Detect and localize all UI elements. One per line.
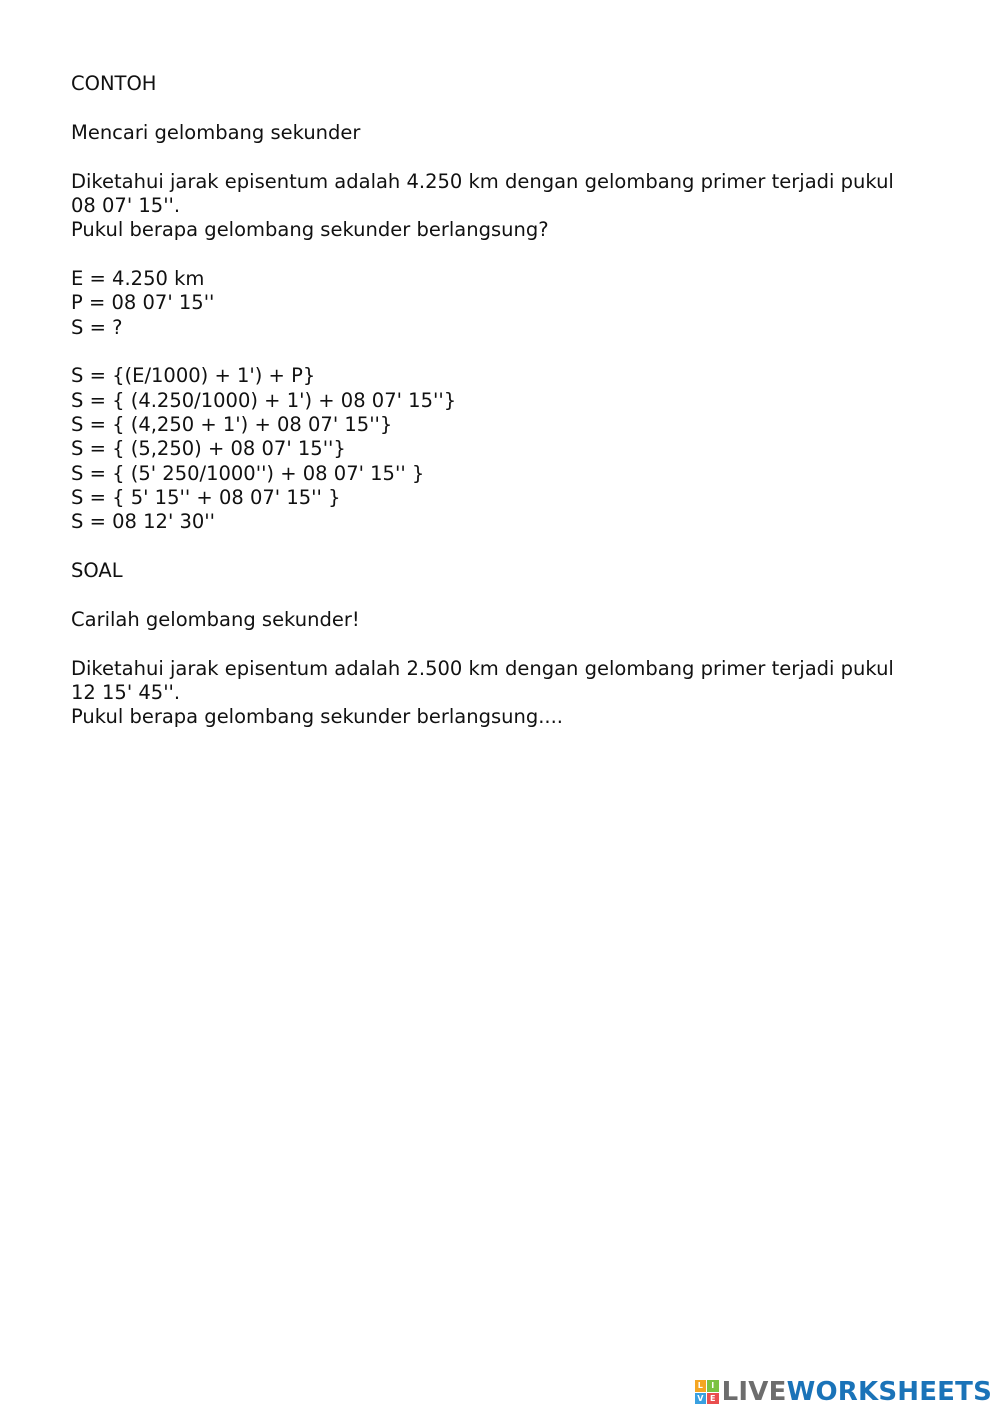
problem-question-line: Diketahui jarak episentum adalah 2.500 km dengan gelombang primer terjadi pukul [71,656,894,680]
spacer [71,145,951,170]
problem-question-line: 12 15' 45''. [71,680,181,704]
example-question-line: 08 07' 15''. [71,193,181,217]
liveworksheets-logo-icon [695,1380,719,1404]
worksheet-content [71,72,951,729]
problem-question-line: Pukul berapa gelombang sekunder berlangsung.... [71,705,563,729]
solution-step: S = { 5' 15'' + 08 07' 15'' } [71,485,341,509]
given-line: E = 4.250 km [71,266,205,290]
spacer [71,96,951,121]
problem-heading: SOAL [71,558,123,582]
given-line: P = 08 07' 15'' [71,291,215,315]
logo-cell: V [695,1393,707,1405]
spacer [71,632,951,657]
example-question-line: Pukul berapa gelombang sekunder berlangsung? [71,218,549,242]
solution-step: S = { (4,250 + 1') + 08 07' 15''} [71,412,393,436]
logo-cell: I [707,1380,719,1392]
spacer [71,534,951,559]
solution-step: S = { (5,250) + 08 07' 15''} [71,437,346,461]
logo-cell: E [707,1393,719,1405]
example-question-line: Diketahui jarak episentum adalah 4.250 km dengan gelombang primer terjadi pukul [71,169,894,193]
problem-instruction: Carilah gelombang sekunder! [71,607,360,631]
logo-text-live: LIVE [721,1377,787,1407]
given-line: S = ? [71,315,123,339]
example-subtitle: Mencari gelombang sekunder [71,120,361,144]
example-heading: CONTOH [71,72,157,95]
spacer [71,242,951,267]
spacer [71,340,951,365]
logo-cell: L [695,1380,707,1392]
solution-step: S = { (5' 250/1000'') + 08 07' 15'' } [71,461,425,485]
solution-step: S = {(E/1000) + 1') + P} [71,364,316,388]
logo-text-worksheets: WORKSHEETS [786,1377,992,1407]
spacer [71,583,951,608]
solution-step: S = { (4.250/1000) + 1') + 08 07' 15''} [71,388,457,412]
solution-result: S = 08 12' 30'' [71,510,216,534]
liveworksheets-logo [695,1375,992,1409]
